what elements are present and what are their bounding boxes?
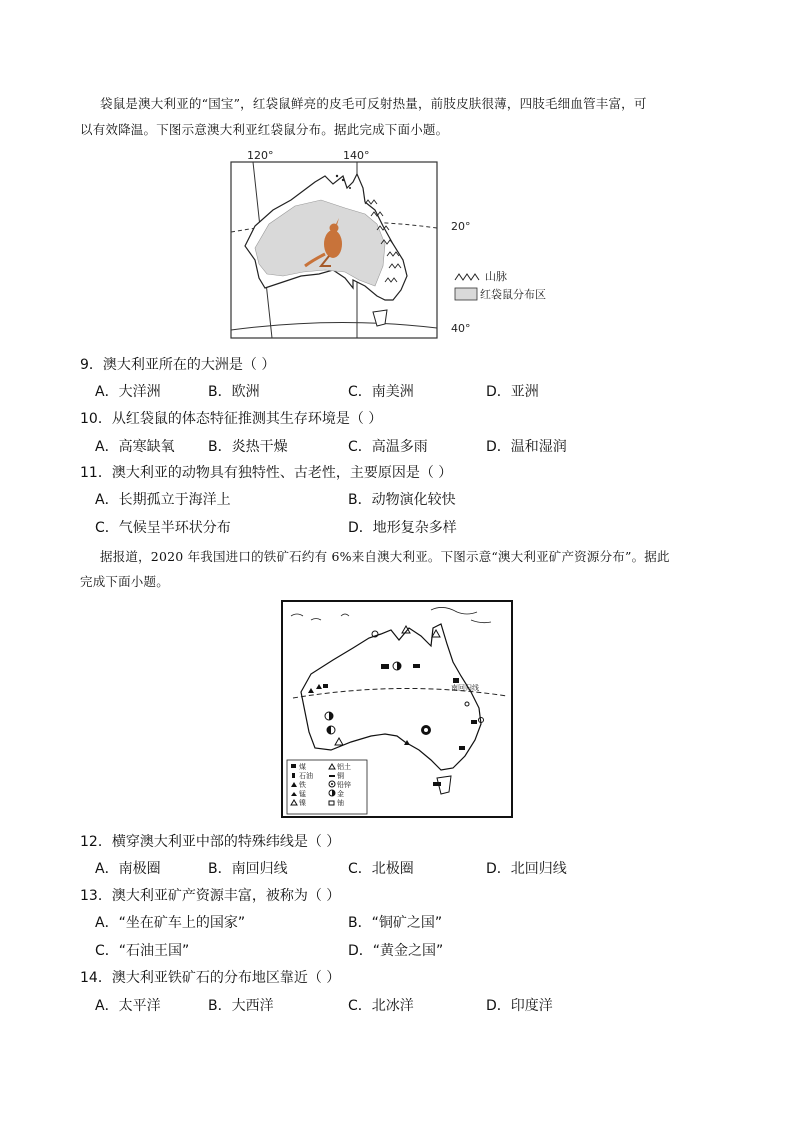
legend-area-swatch — [455, 288, 477, 300]
parallel-40 — [231, 322, 437, 330]
q11-option-c[interactable]: C．气候呈半环状分布 — [95, 520, 231, 536]
intro-2-line-2: 完成下面小题。 — [80, 574, 169, 589]
q13-option-d[interactable]: D．“黄金之国” — [348, 943, 444, 959]
legend-oil: 石油 — [299, 772, 313, 780]
q9-option-a[interactable]: A．大洋洲 — [95, 384, 161, 400]
question-10: 10．从红袋鼠的体态特征推测其生存环境是（ ） — [80, 411, 383, 427]
q10-option-d[interactable]: D．温和湿润 — [486, 439, 567, 455]
q11-option-b[interactable]: B．动物演化较快 — [348, 492, 456, 508]
legend-iron: 铁 — [299, 781, 306, 789]
legend-nickel: 镍 — [299, 799, 306, 807]
legend-copper: 铜 — [337, 772, 344, 780]
legend-mountain-icon — [455, 274, 479, 280]
intro-1-line-2: 以有效降温。下图示意澳大利亚红袋鼠分布。据此完成下面小题。 — [80, 122, 449, 137]
legend-uranium: 铀 — [337, 799, 344, 807]
question-12: 12．横穿澳大利亚中部的特殊纬线是（ ） — [80, 834, 341, 850]
q12-option-b[interactable]: B．南回归线 — [208, 861, 288, 877]
q14-option-d[interactable]: D．印度洋 — [486, 998, 553, 1014]
legend-mountain-label: 山脉 — [485, 270, 507, 283]
legend-area-label: 红袋鼠分布区 — [480, 288, 546, 301]
q13-option-a[interactable]: A．“坐在矿车上的国家” — [95, 915, 246, 931]
q13-option-c[interactable]: C．“石油王国” — [95, 943, 190, 959]
tropic-label: 南回归线 — [451, 684, 479, 692]
q11-option-d[interactable]: D．地形复杂多样 — [348, 520, 457, 536]
lon-label-140: 140° — [343, 149, 370, 162]
q14-option-a[interactable]: A．太平洋 — [95, 998, 161, 1014]
lat-label-20: 20° — [451, 220, 471, 233]
q12-option-d[interactable]: D．北回归线 — [486, 861, 567, 877]
q12-option-a[interactable]: A．南极圈 — [95, 861, 161, 877]
q10-option-c[interactable]: C．高温多雨 — [348, 439, 428, 455]
q12-option-c[interactable]: C．北极圈 — [348, 861, 414, 877]
legend-bauxite: 铝土 — [337, 763, 351, 771]
question-14: 14．澳大利亚铁矿石的分布地区靠近（ ） — [80, 970, 341, 986]
kangaroo-distribution-map — [225, 148, 565, 344]
question-13: 13．澳大利亚矿产资源丰富，被称为（ ） — [80, 888, 341, 904]
legend-lead-zinc: 铅锌 — [337, 781, 351, 789]
q10-option-b[interactable]: B．炎热干燥 — [208, 439, 288, 455]
q13-option-b[interactable]: B．“铜矿之国” — [348, 915, 443, 931]
q10-option-a[interactable]: A．高寒缺氧 — [95, 439, 175, 455]
intro-1-line-1: 袋鼠是澳大利亚的“国宝”，红袋鼠鲜亮的皮毛可反射热量，前肢皮肤很薄，四肢毛细血管丰富，可 — [100, 96, 647, 111]
q9-option-c[interactable]: C．南美洲 — [348, 384, 414, 400]
question-11: 11．澳大利亚的动物具有独特性、古老性，主要原因是（ ） — [80, 465, 453, 481]
lat-label-40: 40° — [451, 322, 471, 335]
intro-2-line-1: 据报道，2020 年我国进口的铁矿石约有 6%来自澳大利亚。下图示意“澳大利亚矿产资源分布”。据此 — [100, 549, 670, 564]
legend-coal: 煤 — [299, 763, 306, 771]
legend-manganese: 锰 — [299, 790, 306, 798]
mineral-resources-map — [281, 600, 513, 818]
question-9: 9．澳大利亚所在的大洲是（ ） — [80, 357, 276, 373]
q11-option-a[interactable]: A．长期孤立于海洋上 — [95, 492, 231, 508]
lon-label-120: 120° — [247, 149, 274, 162]
q14-option-b[interactable]: B．大西洋 — [208, 998, 274, 1014]
q14-option-c[interactable]: C．北冰洋 — [348, 998, 414, 1014]
legend-gold: 金 — [337, 790, 344, 798]
q9-option-b[interactable]: B．欧洲 — [208, 384, 260, 400]
q9-option-d[interactable]: D．亚洲 — [486, 384, 539, 400]
